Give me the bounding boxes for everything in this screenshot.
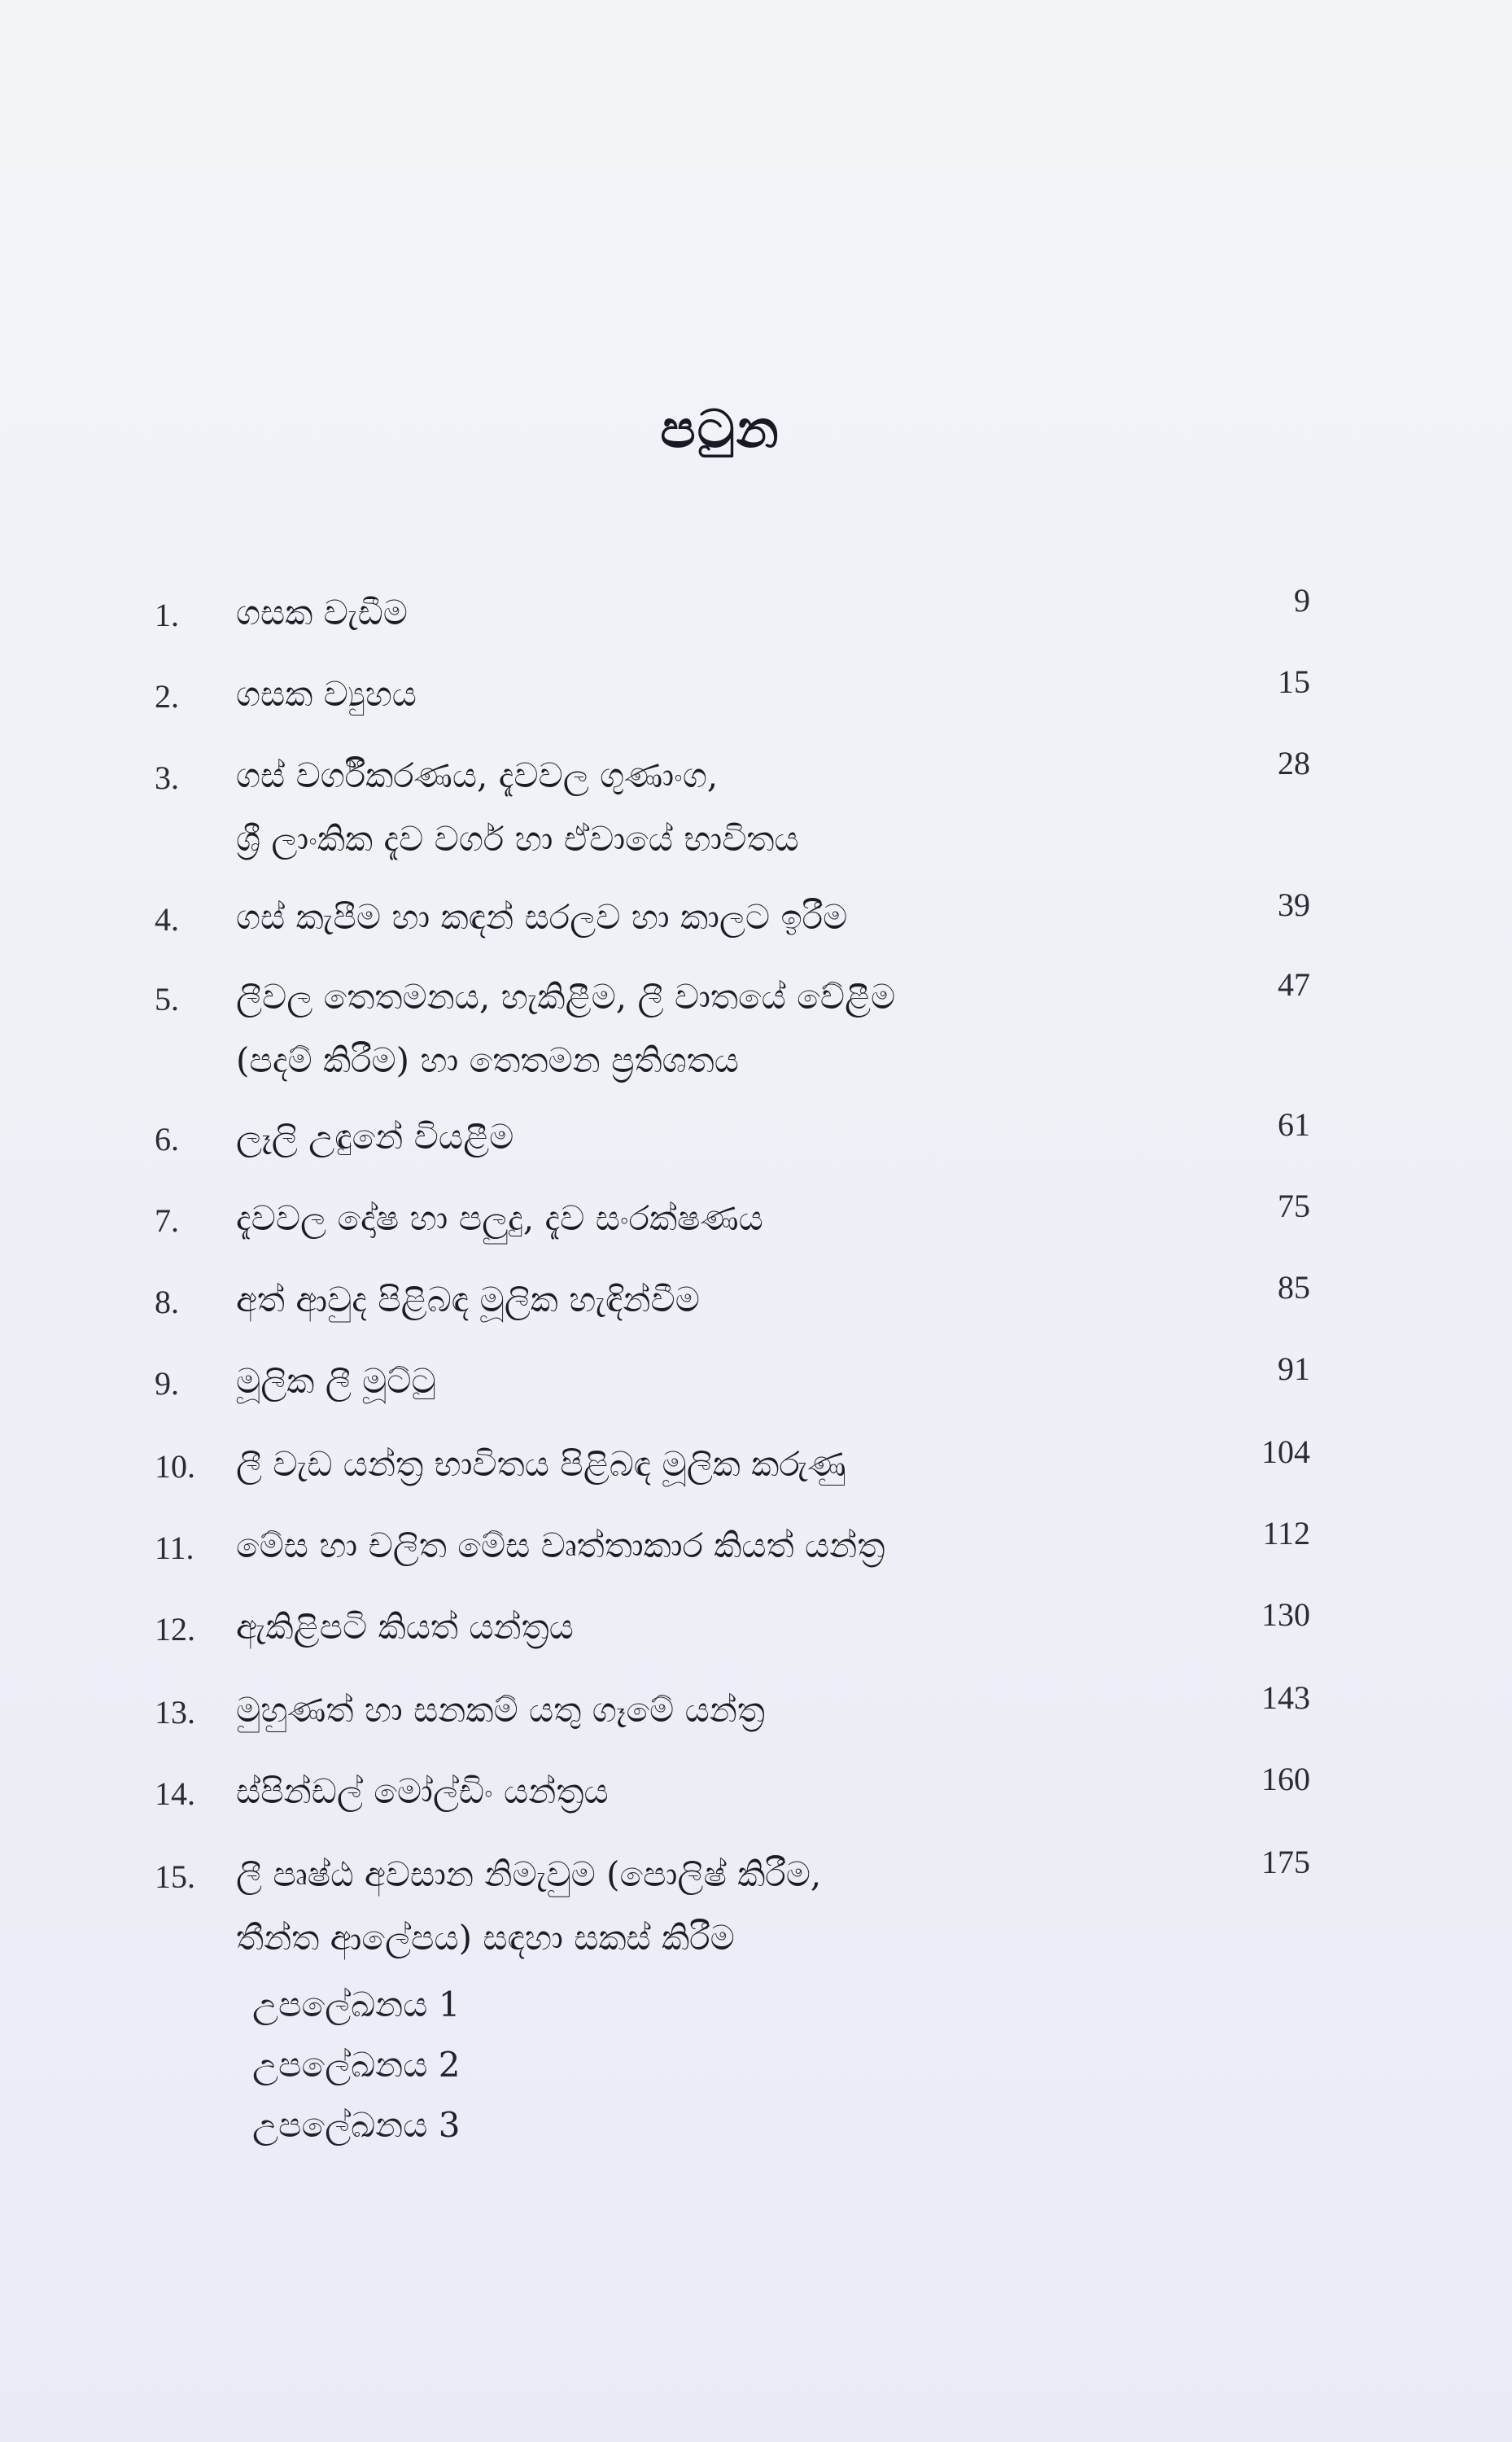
entry-title-line: ගස් කැපීම හා කඳන් සරලව හා කාලට ඉරීම bbox=[236, 897, 848, 937]
entry-number: 15. bbox=[155, 1858, 195, 1895]
entry-number: 12. bbox=[155, 1611, 195, 1648]
entry-title-line: මුහුණත් හා සනකම් යතු ගෑමේ යන්ත්‍ර bbox=[236, 1690, 766, 1730]
entry-title-line: ලීවල තෙතමනය, හැකිළීම, ලී වාතයේ වේළීම bbox=[236, 977, 896, 1017]
entry-number: 4. bbox=[155, 901, 179, 938]
entry-number: 14. bbox=[155, 1775, 195, 1812]
entry-page-number: 9 bbox=[1294, 582, 1310, 619]
entry-title-line: ගසක ව්‍යුහය bbox=[236, 674, 417, 714]
entry-number: 9. bbox=[155, 1365, 179, 1402]
entry-title-line: ගසක වැඩීම bbox=[236, 593, 408, 632]
entry-number: 7. bbox=[155, 1202, 179, 1239]
entry-page-number: 160 bbox=[1261, 1761, 1310, 1797]
entry-number: 11. bbox=[155, 1530, 194, 1566]
entry-number: 1. bbox=[155, 597, 179, 633]
entry-page-number: 15 bbox=[1278, 663, 1310, 700]
entry-title-line: (පදම් කිරීම) හා තෙතමන ප්‍රතිශතය bbox=[236, 1040, 739, 1080]
entry-title-line: මේස හා චලිත මේස වෘත්තාකාර කියත් යන්ත්‍ර bbox=[236, 1525, 885, 1565]
toc-entry bbox=[155, 742, 1310, 876]
appendix-item: උපලේඛනය 1 bbox=[252, 1985, 461, 2024]
toc-entry bbox=[155, 1758, 1310, 1825]
entry-page-number: 85 bbox=[1278, 1269, 1310, 1306]
toc-entry bbox=[155, 661, 1310, 728]
toc-entry bbox=[155, 1267, 1310, 1333]
entry-title-line: මූලික ලී මූට්ටු bbox=[236, 1361, 436, 1401]
entry-page-number: 75 bbox=[1278, 1188, 1310, 1224]
entry-title-line: ඇකිළිපටි කියත් යන්ත්‍රය bbox=[236, 1607, 574, 1647]
entry-number: 6. bbox=[155, 1121, 179, 1158]
entry-title-line: ලී වැඩ යන්ත්‍ර භාවිතය පිළිබඳ මූලික කරුණු bbox=[236, 1444, 846, 1484]
entry-number: 13. bbox=[155, 1694, 195, 1731]
entry-title-line: තීන්ත ආලේපය) සඳහා සකස් කිරීම bbox=[236, 1918, 735, 1958]
toc-entry bbox=[155, 1348, 1310, 1415]
entry-title-line: අත් ආවුද පිළිබඳ මූලික හැඳින්වීම bbox=[236, 1280, 700, 1319]
entry-page-number: 28 bbox=[1278, 745, 1310, 781]
contents-heading: පටුන bbox=[660, 399, 780, 460]
appendix-item: උපලේඛනය 2 bbox=[252, 2045, 461, 2085]
entry-page-number: 91 bbox=[1278, 1350, 1310, 1387]
toc-entry bbox=[155, 1594, 1310, 1661]
entry-page-number: 130 bbox=[1261, 1596, 1310, 1633]
entry-number: 3. bbox=[155, 759, 179, 796]
toc-entry bbox=[155, 1185, 1310, 1252]
toc-entry bbox=[155, 1841, 1310, 1975]
entry-title-line: ගස් වර්ගීකරණය, දැවවල ගුණාංග, bbox=[236, 755, 719, 795]
toc-entry bbox=[155, 884, 1310, 951]
entry-page-number: 47 bbox=[1278, 966, 1310, 1003]
entry-page-number: 39 bbox=[1278, 886, 1310, 923]
entry-title-line: ලෑලි උඳුනේ වියළීම bbox=[236, 1117, 514, 1157]
toc-entry bbox=[155, 1431, 1310, 1498]
entry-page-number: 175 bbox=[1261, 1844, 1310, 1880]
toc-entry bbox=[155, 1104, 1310, 1171]
entry-title-line: දැවවල දෝෂ හා පලුදු, දැව සංරක්ෂණය bbox=[236, 1198, 763, 1238]
toc-entry bbox=[155, 580, 1310, 646]
entry-number: 10. bbox=[155, 1448, 195, 1485]
toc-entry bbox=[155, 1677, 1310, 1744]
entry-number: 8. bbox=[155, 1284, 179, 1320]
entry-title-line: ශ්‍රී ලාංකික දැව වර්ග හා ඒවායේ භාවිතය bbox=[236, 819, 799, 859]
appendix-item: උපලේඛනය 3 bbox=[252, 2105, 461, 2145]
toc-entry bbox=[155, 1512, 1310, 1579]
entry-number: 5. bbox=[155, 981, 179, 1017]
toc-entry bbox=[155, 964, 1310, 1097]
entry-page-number: 104 bbox=[1261, 1433, 1310, 1470]
entry-page-number: 143 bbox=[1261, 1679, 1310, 1716]
entry-title-line: ලී පෘෂ්ඨ අවසාන නිමැවුම (පොලිෂ් කිරීම, bbox=[236, 1854, 822, 1894]
entry-title-line: ස්පින්ඩල් මෝල්ඩිං යන්ත්‍රය bbox=[236, 1771, 609, 1811]
entry-page-number: 112 bbox=[1262, 1515, 1310, 1551]
entry-number: 2. bbox=[155, 678, 179, 715]
entry-page-number: 61 bbox=[1278, 1106, 1310, 1143]
